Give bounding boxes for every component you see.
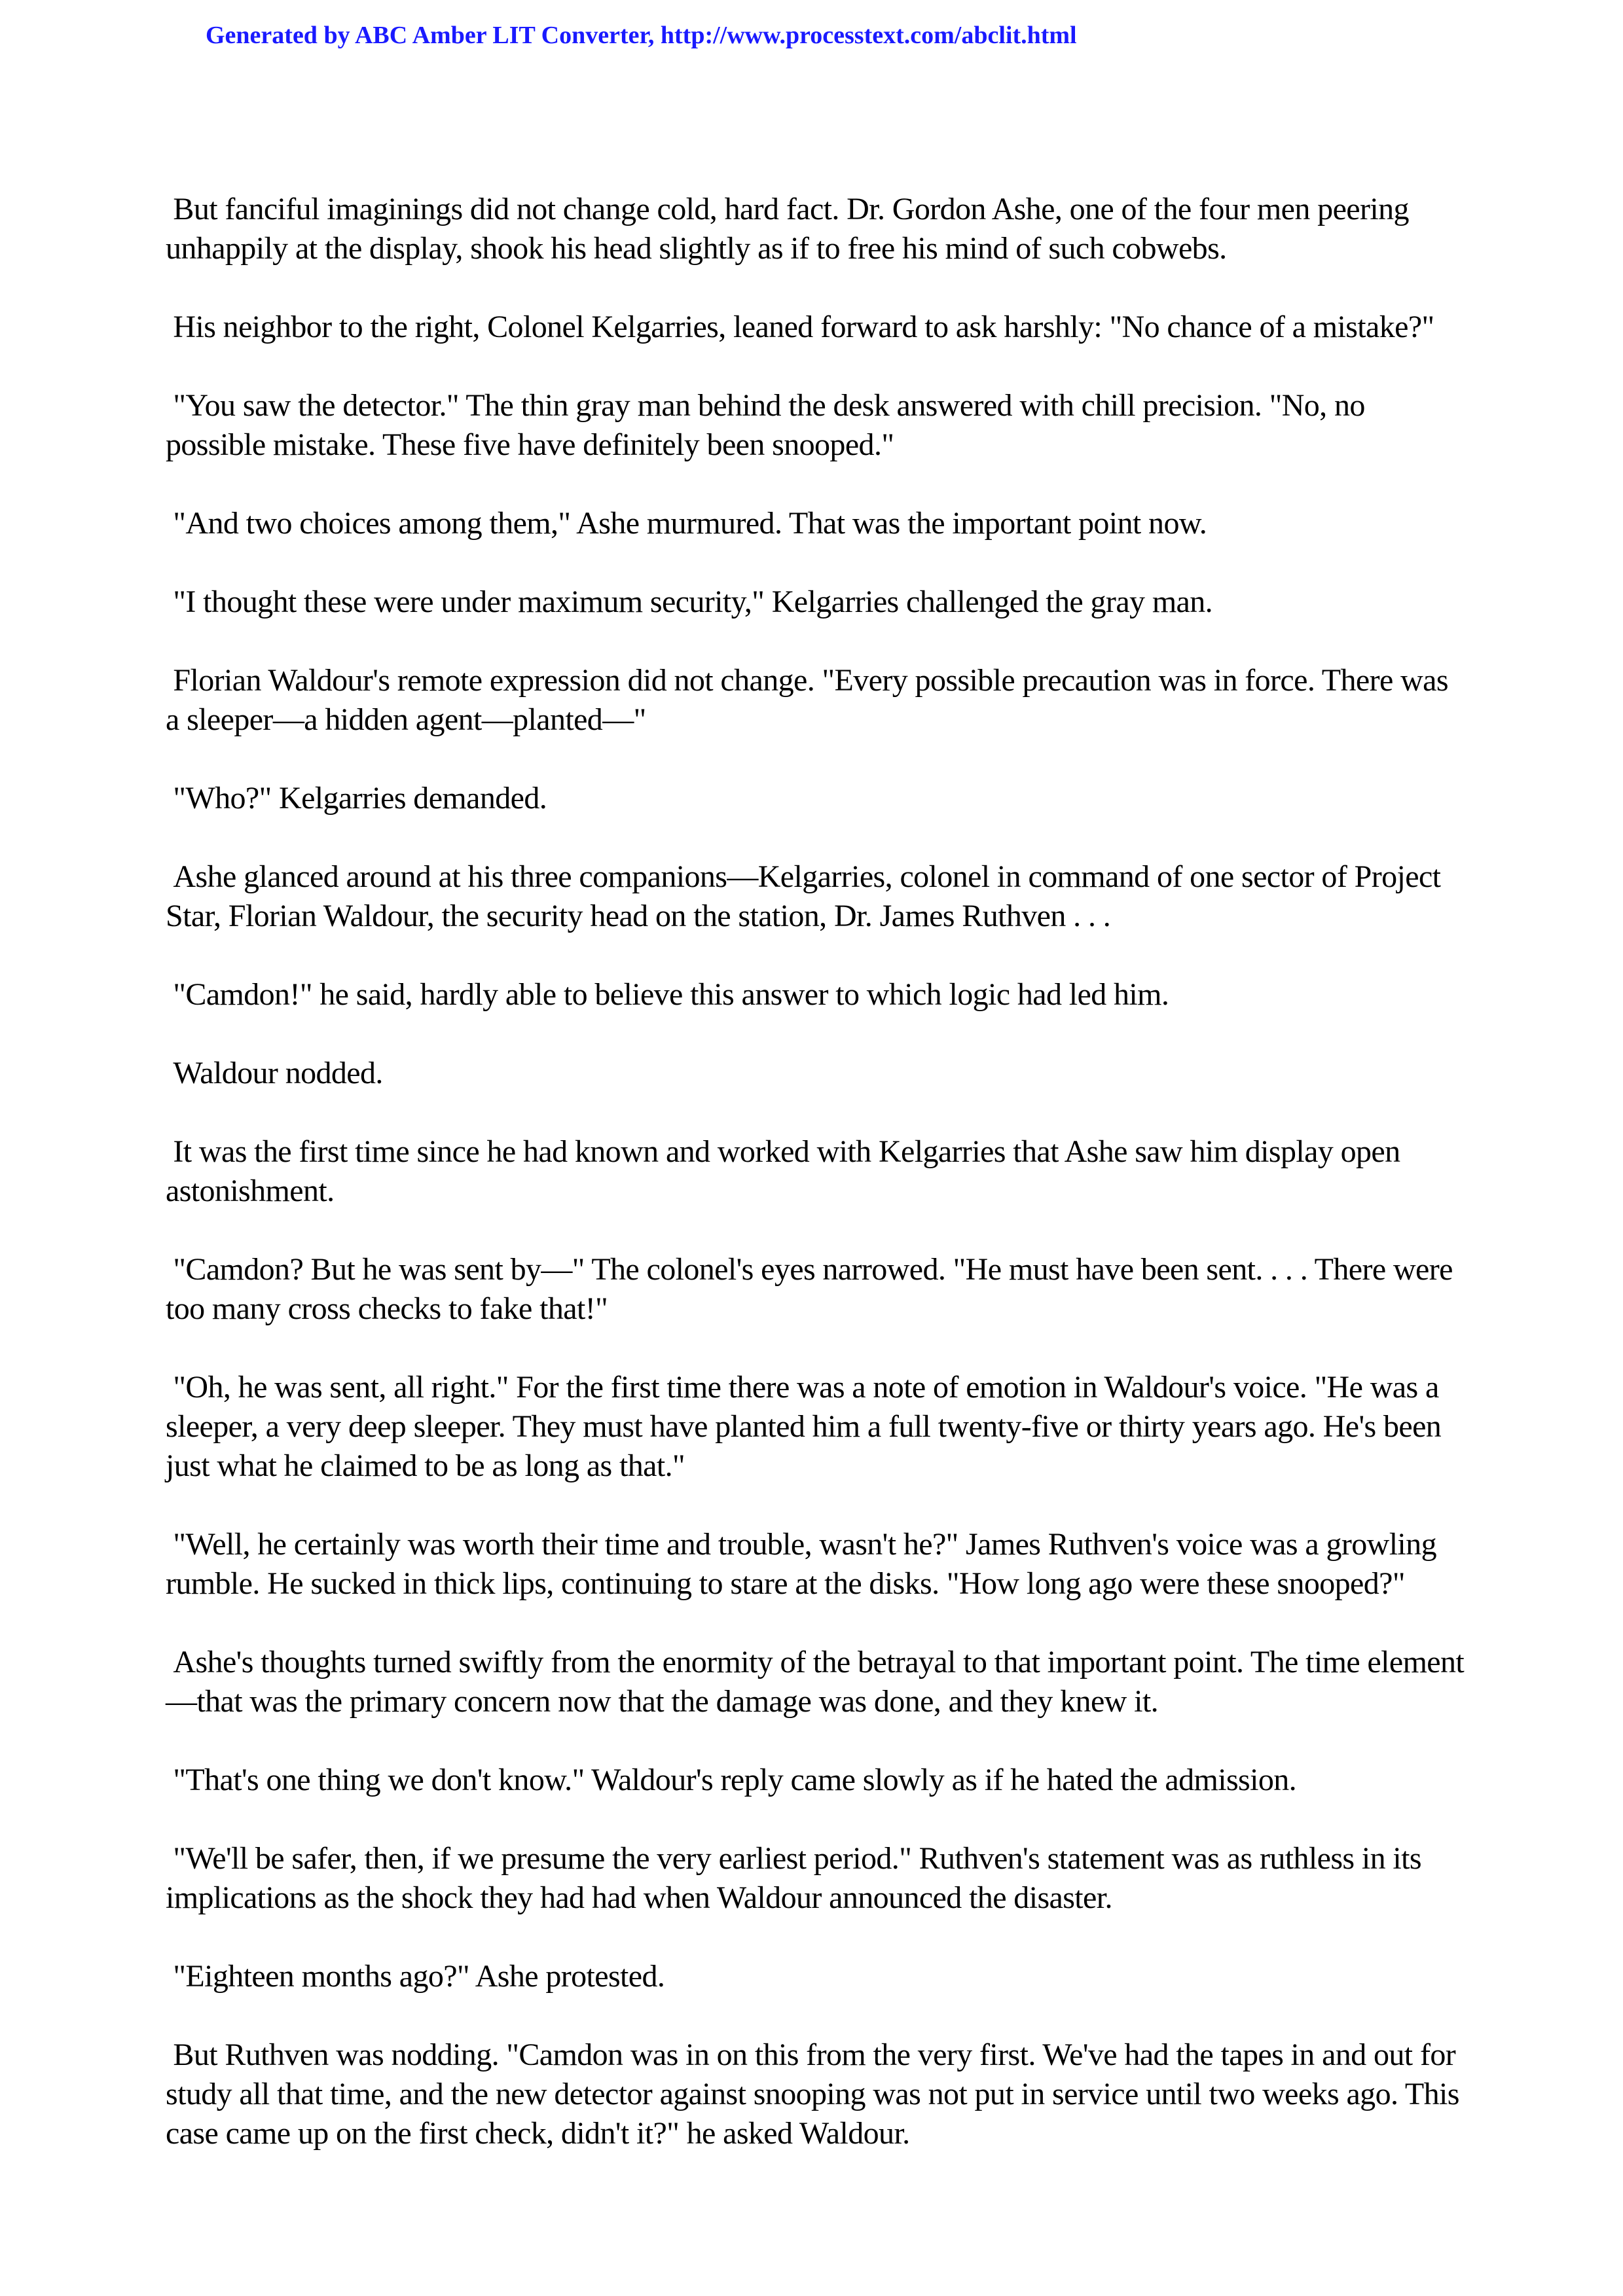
paragraph: "That's one thing we don't know." Waldour's reply came slowly as if he hated the admission. bbox=[166, 1763, 1297, 1797]
paragraph: "You saw the detector." The thin gray man behind the desk answered with chill precision. "No, no possible mistake. These five have definitely been snooped." bbox=[166, 388, 1373, 462]
paragraph: But Ruthven was nodding. "Camdon was in on this from the very first. We've had the tapes in and out for study all that time, and the new detector against snooping was not put in service until two weeks ago. This case came up on the first check, didn't it?" he asked Waldour. bbox=[166, 2037, 1467, 2151]
paragraph: His neighbor to the right, Colonel Kelgarries, leaned forward to ask harshly: "No chance of a mistake?" bbox=[166, 310, 1434, 344]
paragraph: "Camdon? But he was sent by—" The colonel's eyes narrowed. "He must have been sent. . . . There were too many cross checks to fake that!" bbox=[166, 1252, 1461, 1326]
paragraph: "Who?" Kelgarries demanded. bbox=[166, 781, 547, 816]
paragraph: It was the first time since he had known and worked with Kelgarries that Ashe saw him display open astonishment. bbox=[166, 1134, 1408, 1208]
paragraph: Florian Waldour's remote expression did not change. "Every possible precaution was in force. There was a sleeper—a hidden agent—planted—" bbox=[166, 663, 1456, 737]
paragraph: "Eighteen months ago?" Ashe protested. bbox=[166, 1959, 665, 1994]
paragraph: Ashe glanced around at his three companions—Kelgarries, colonel in command of one sector of Project Star, Florian Waldour, the security head on the station, Dr. James Ruthven . . . bbox=[166, 859, 1448, 933]
paragraph: "We'll be safer, then, if we presume the very earliest period." Ruthven's statement was as ruthless in its implications as the shock they had had when Waldour announced the disaster. bbox=[166, 1841, 1429, 1915]
paragraph: "I thought these were under maximum security," Kelgarries challenged the gray man. bbox=[166, 584, 1213, 619]
paragraph: "Oh, he was sent, all right." For the first time there was a note of emotion in Waldour's voice. "He was a sleeper, a very deep sleeper. They must have planted him a full twenty-five or thirty years ago. He's been just what he claimed to be as long as that." bbox=[166, 1370, 1449, 1483]
paragraph: "Camdon!" he said, hardly able to believe this answer to which logic had led him. bbox=[166, 977, 1169, 1012]
paragraph: "And two choices among them," Ashe murmured. That was the important point now. bbox=[166, 506, 1207, 541]
paragraph: Waldour nodded. bbox=[166, 1056, 383, 1090]
paragraph: But fanciful imaginings did not change cold, hard fact. Dr. Gordon Ashe, one of the four men peering unhappily at the display, shook his head slightly as if to free his mind of such cobwebs. bbox=[166, 192, 1417, 266]
paragraph: Ashe's thoughts turned swiftly from the enormity of the betrayal to that important point. The time element—that was the primary concern now that the damage was done, and they knew it. bbox=[166, 1645, 1465, 1719]
paragraph: "Well, he certainly was worth their time and trouble, wasn't he?" James Ruthven's voice was a growling rumble. He sucked in thick lips, continuing to stare at the disks. "How long ago were these snooped?" bbox=[166, 1527, 1444, 1601]
converter-header: Generated by ABC Amber LIT Converter, http://www.processtext.com/abclit.html bbox=[206, 22, 1077, 49]
document-body bbox=[166, 190, 1468, 2193]
